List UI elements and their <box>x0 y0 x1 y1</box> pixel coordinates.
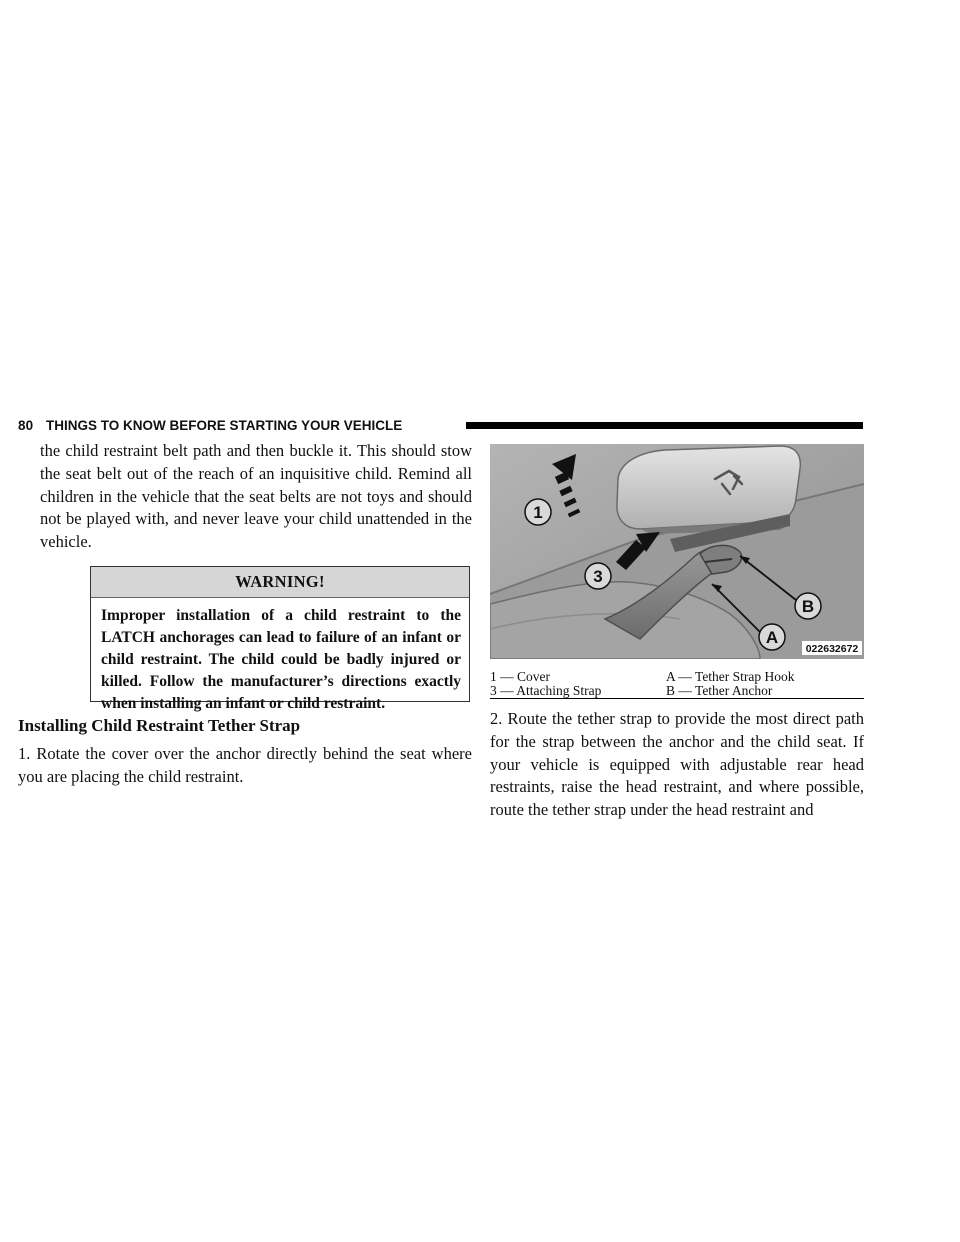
illustration-svg <box>490 444 864 659</box>
caption-rule <box>490 698 864 699</box>
section-title: THINGS TO KNOW BEFORE STARTING YOUR VEHICLE <box>46 418 403 433</box>
warning-box <box>90 566 470 712</box>
caption-row-2 <box>490 684 864 698</box>
warning-title: WARNING! <box>91 567 469 598</box>
callout-1: 1 <box>533 503 543 522</box>
step1-block <box>18 743 472 789</box>
callout-3: 3 <box>593 567 603 586</box>
step2-block <box>490 708 864 822</box>
caption-row-1 <box>490 670 864 684</box>
callout-a: A <box>765 628 779 647</box>
caption-attaching-strap: 3 — Attaching Strap <box>490 683 602 698</box>
warning-text: Improper installation of a child restraint to the LATCH anchorages can lead to failure of an infant or child restraint. The child could be badly injured or killed. Follow the manufacturer’s directions exactly when installing an infant or child restraint. <box>101 607 461 712</box>
caption-tether-strap-hook: A — Tether Strap Hook <box>666 669 795 684</box>
intro-paragraph: the child restraint belt path and then buckle it. This should stow the seat belt out of the reach of an inquisitive child. Remind all children in the vehicle that the seat belts are not toys and should not be played with, and never leave your child unattended in the vehicle. <box>40 441 472 552</box>
section-subheading: Installing Child Restraint Tether Strap <box>18 716 301 735</box>
intro-block <box>18 440 472 554</box>
step2-paragraph: 2. Route the tether strap to provide the most direct path for the strap between the anchor and the child seat. If your vehicle is equipped with adjustable rear head restraints, raise the head restraint, and where possible, route the tether strap under the head restraint and <box>490 709 864 820</box>
tether-anchor-illustration <box>490 444 864 659</box>
callout-b: B <box>801 597 815 616</box>
header-rule <box>466 422 863 429</box>
caption-cover: 1 — Cover <box>490 669 550 684</box>
page-number: 80 <box>18 418 34 433</box>
image-code: 022632672 <box>805 643 859 655</box>
page-header <box>18 418 863 434</box>
caption-tether-anchor: B — Tether Anchor <box>666 683 773 698</box>
figure-caption <box>490 670 864 698</box>
step1-paragraph: 1. Rotate the cover over the anchor directly behind the seat where you are placing the child restraint. <box>18 744 472 786</box>
